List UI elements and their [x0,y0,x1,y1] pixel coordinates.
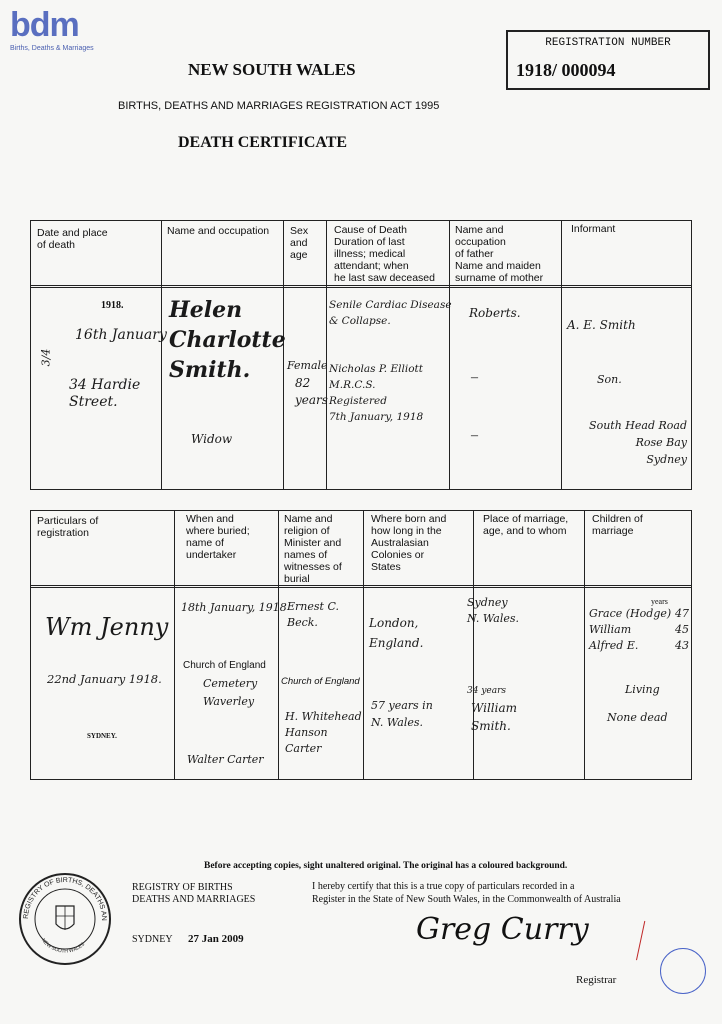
marriage-age: 34 years [467,686,507,696]
registration-details-table [30,510,692,780]
child-name: Alfred E. [589,639,639,652]
registration-label: REGISTRATION NUMBER [545,37,671,49]
header-sex-age: Sex and age [290,225,309,261]
registrar-signature-footer: Greg Curry [416,912,589,947]
registrar-signature: Wm Jenny [45,613,169,641]
header-informant: Informant [571,223,616,235]
state-title: NEW SOUTH WALES [188,60,356,79]
children-dead: None dead [607,711,668,724]
spouse-name: William Smith. [471,701,518,733]
nsw-registry-seal [18,872,112,966]
child-name: William [589,623,632,636]
certificate-title: DEATH CERTIFICATE [178,134,348,151]
registry-name: REGISTRY OF BIRTHS DEATHS AND MARRIAGES [132,882,256,905]
header-burial: When and where buried; name of undertaker [186,513,250,561]
burial-witnesses: H. Whitehead Hanson Carter [285,710,362,755]
child-row [589,639,689,655]
informant-name: A. E. Smith [567,318,636,332]
medical-attendant: Nicholas P. Elliott M.R.C.S. Registered 7th January, 1918 [329,363,424,423]
logo-subtitle: Births, Deaths & Marriages [10,45,94,52]
header-father-mother: Name and occupation of father Name and maiden surname of mother [455,224,544,284]
copy-notice: Before accepting copies, sight unaltered original. The original has a coloured background. [204,861,568,871]
child-age: 45 [675,623,689,636]
header-minister: Name and religion of Minister and names of witnesses of burial [284,513,342,585]
marriage-place: Sydney N. Wales. [467,596,519,625]
death-year: 1918. [101,300,124,311]
blue-circle-stamp [660,948,706,994]
svg-text:NEW SOUTH WALES [40,938,87,955]
birthplace: London, England. [369,616,424,650]
issue-date: 27 Jan 2009 [188,933,244,945]
dash-2: – [471,428,478,443]
child-name: Grace (Hodge) [589,607,672,620]
burial-church: Church of England [183,660,266,671]
registrar-label: Registrar [576,974,617,986]
child-age: 47 [675,607,689,620]
seal-text: REGISTRY OF BIRTHS, DEATHS AN [22,876,108,921]
bdm-logo [10,6,110,76]
sex: Female [287,359,328,372]
minister-name: Ernest C. Beck. [287,600,339,629]
children-living: Living [625,683,660,696]
death-place: 34 Hardie Street. [69,377,141,410]
child-age: 43 [675,639,689,652]
child-row [589,623,689,639]
act-title: BIRTHS, DEATHS AND MARRIAGES REGISTRATION ACT 1995 [118,100,440,112]
logo-mark: bdm [10,6,79,44]
father-name: Roberts. [469,306,521,320]
informant-relation: Son. [597,373,622,386]
header-name-occupation: Name and occupation [167,225,270,237]
header-marriage: Place of marriage, age, and to whom [483,513,569,537]
header-birthplace: Where born and how long in the Australasian Colonies or States [371,513,447,573]
age: 82 years [295,376,328,407]
registration-place: SYDNEY. [87,732,117,740]
red-mark [636,921,659,963]
cemetery: Cemetery Waverley [203,677,258,708]
header-registration: Particulars of registration [37,515,99,539]
cause-of-death: Senile Cardiac Disease & Collapse. [329,299,452,327]
child-row [589,607,689,623]
seal-bottom-text: NEW SOUTH WALES [39,937,87,955]
header-children: Children of marriage [592,513,643,537]
certification-text: I hereby certify that this is a true copy of particulars recorded in a Register in the State of New South Wales, in the Commonwealth of Australia [312,881,621,905]
years-in-colony: 57 years in N. Wales. [371,699,433,729]
minister-religion: Church of England [281,676,360,687]
registration-number: 1918/ 000094 [516,60,616,80]
informant-address: South Head Road Rose Bay Sydney [589,419,687,466]
svg-text:REGISTRY OF BIRTHS, DEATHS AND [18,872,107,921]
deceased-occupation: Widow [191,432,233,446]
death-details-table [30,220,692,490]
dash-1: – [471,370,478,385]
header-date-place: Date and place of death [37,227,108,251]
row-number: 3/4 [39,348,53,367]
children-years-label: years [651,597,668,606]
deceased-name: Helen Charlotte Smith. [169,297,286,383]
registration-date: 22nd January 1918. [47,672,162,686]
registration-number-box [506,30,710,90]
issue-place: SYDNEY [132,934,173,945]
undertaker: Walter Carter [187,753,264,766]
death-date: 16th January [75,327,167,343]
children-list [589,607,689,655]
burial-date: 18th January, 1918 [181,601,287,614]
header-cause: Cause of Death Duration of last illness; medical attendant; when he last saw deceased [334,224,435,284]
